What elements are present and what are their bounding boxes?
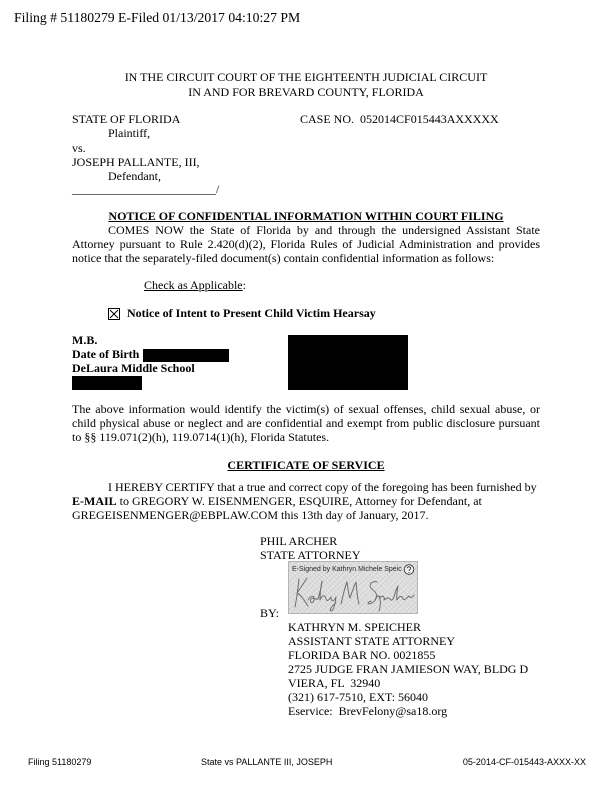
court-name-line-2: IN AND FOR BREVARD COUNTY, FLORIDA [188,84,424,99]
plaintiff-role: Plaintiff, [108,126,151,141]
esign-caption: E-Signed by Kathryn Michele Speic [292,566,402,573]
signer-title: ASSISTANT STATE ATTORNEY [288,634,455,648]
check-applicable-colon: : [242,278,246,293]
notice-body-line: COMES NOW the State of Florida by and through the undersigned Assistant State [108,222,540,237]
confidentiality-line: child physical abuse or neglect and are confidential and exempt from public disclosure pursuant [72,416,540,431]
signer-address-line-1: 2725 JUDGE FRAN JAMIESON WAY, BLDG D [288,662,529,676]
check-applicable-label: Check as Applicable [144,278,243,293]
check-applicable-heading [144,279,246,293]
confidentiality-line: The above information would identify the victim(s) of sexual offenses, child sexual abuse, or [72,402,540,417]
victim-initials: M.B. [72,333,98,348]
certificate-recipient: to GREGORY W. EISENMENGER, ESQUIRE, Attorney for Defendant, at [116,493,482,508]
signer-bar-number: FLORIDA BAR NO. 0021855 [288,648,436,662]
option-label: Notice of Intent to Present Child Victim Hearsay [127,305,376,320]
certificate-line-3: GREGEISENMENGER@EBPLAW.COM this 13th day of January, 2017. [72,507,429,522]
dob-label: Date of Birth [72,347,140,362]
school-name: DeLaura Middle School [72,360,195,375]
dob-redaction [143,349,229,363]
filing-stamp: Filing # 51180279 E-Filed 01/13/2017 04:10:27 PM [14,10,301,25]
defendant-name: JOSEPH PALLANTE, III, [72,154,200,169]
footer-filing-number: Filing 51180279 [28,757,92,767]
notice-body-line: Attorney pursuant to Rule 2.420(d)(2), Florida Rules of Judicial Administration and provides [72,236,540,251]
signer-name: KATHRYN M. SPEICHER [288,620,422,634]
caption-signature-line: ________________________/ [72,182,220,197]
state-attorney-name: PHIL ARCHER [260,534,338,548]
case-number-field [300,113,499,127]
case-number-value: 052014CF015443AXXXXX [360,112,499,127]
esignature-image [288,561,418,614]
versus-label: vs. [72,140,86,155]
notice-body-line: notice that the separately-filed document(s) contain confidential information as follows: [72,250,495,265]
question-circle-icon [404,565,414,575]
victim-info-redaction [288,335,408,390]
certificate-line-2 [72,495,482,509]
signer-address-line-2: VIERA, FL 32940 [288,676,381,690]
notice-title: NOTICE OF CONFIDENTIAL INFORMATION WITHIN COURT FILING [108,209,504,224]
handwritten-signature [289,562,417,613]
email-method-label: E-MAIL [72,493,117,508]
case-number-label: CASE NO. [300,112,355,127]
victim-detail-redaction [72,376,142,390]
court-name-line-1: IN THE CIRCUIT COURT OF THE EIGHTEENTH JUDICIAL CIRCUIT [124,70,488,85]
signer-eservice: Eservice: BrevFelony@sa18.org [288,704,448,718]
certificate-line-1: I HEREBY CERTIFY that a true and correct copy of the foregoing has been furnished by [108,480,537,495]
confidentiality-line: to §§ 119.071(2)(h), 119.0714(1)(h), Florida Statutes. [72,429,330,444]
by-label: BY: [260,606,279,620]
certificate-title: CERTIFICATE OF SERVICE [227,457,385,472]
defendant-role: Defendant, [108,168,161,183]
plaintiff-name: STATE OF FLORIDA [72,112,181,127]
state-attorney-title: STATE ATTORNEY [260,547,361,562]
footer-case-number: 05-2014-CF-015443-AXXX-XX [462,757,586,767]
footer-case-style: State vs PALLANTE III, JOSEPH [201,757,333,767]
signer-phone: (321) 617-7510, EXT: 56040 [288,690,429,704]
checked-box-icon [108,308,120,320]
